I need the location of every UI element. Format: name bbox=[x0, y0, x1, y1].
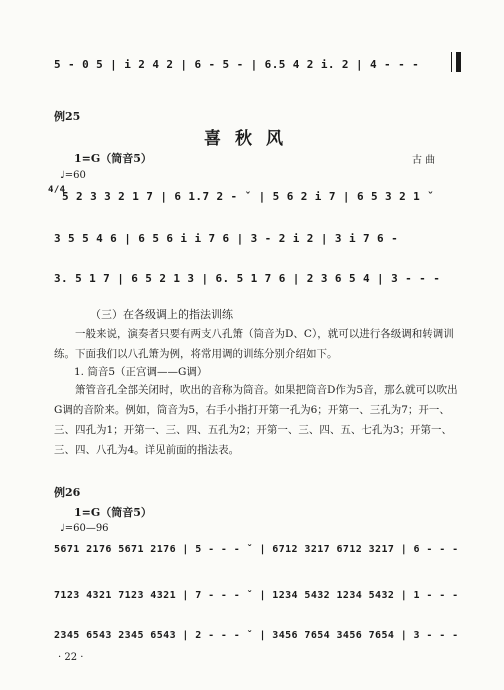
top-score-line: 5 - 0 5 | i 2 4 2 | 6 - 5 - | 6.5 4 2 i. 2 | 4 - - - bbox=[54, 58, 420, 71]
example-25-key: 1=G（筒音5） bbox=[74, 152, 152, 165]
example-25-label: 例25 bbox=[54, 110, 81, 123]
section-heading: （三）在各级调上的指法训练 bbox=[90, 308, 233, 321]
example-25-time-signature: 4/4 bbox=[48, 185, 66, 195]
example-25-line-3: 3. 5 1 7 | 6 5 2 1 3 | 6. 5 1 7 6 | 2 3 6 5 4 | 3 - - - bbox=[54, 272, 441, 285]
item-1-title: 1. 筒音5（正宫调——G调） bbox=[74, 366, 208, 378]
example-26-line-1: 5671 2176 5671 2176 | 5 - - - ˇ | 6712 3217 6712 3217 | 6 - - - bbox=[54, 544, 459, 555]
example-26-line-2: 7123 4321 7123 4321 | 7 - - - ˇ | 1234 5432 1234 5432 | 1 - - - bbox=[54, 590, 459, 601]
example-25-title: 喜秋风 bbox=[204, 129, 297, 149]
page-number: · 22 · bbox=[58, 652, 84, 663]
example-25-line-2: 3 5 5 4 6 | 6 5 6 i i 7 6 | 3 - 2 i 2 | 3 i 7 6 - bbox=[54, 232, 399, 245]
example-25-tempo: ♩=60 bbox=[60, 170, 86, 181]
example-26-key: 1=G（筒音5） bbox=[74, 506, 152, 519]
final-barline-thin bbox=[451, 52, 452, 72]
final-barline bbox=[456, 52, 461, 72]
section-paragraph-1: 一般来说，演奏者只要有两支八孔箫（筒音为D、C），就可以进行各级调和转调训练。下面我们以八孔箫为例，将常用调的训练分别介绍如下。 bbox=[54, 328, 454, 360]
example-25-line-1: 5 2 3 3 2 1 7 | 6 1.7 2 - ˇ | 5 6 2 i 7 | 6 5 3 2 1 ˇ bbox=[62, 190, 435, 203]
example-26-line-3: 2345 6543 2345 6543 | 2 - - - ˇ | 3456 7654 3456 7654 | 3 - - - bbox=[54, 630, 459, 641]
example-25-source: 古 曲 bbox=[412, 155, 436, 166]
example-26-label: 例26 bbox=[54, 486, 81, 499]
item-1-body: 箫管音孔全部关闭时，吹出的音称为筒音。如果把筒音D作为5音，那么就可以吹出G调的音阶来。例如，筒音为5，右手小指打开第一孔为6；开第一、三孔为7；开一、三、四孔为1；开第一、三、四、五孔为2；开第一、三、四、五、七孔为3；开第一、三、四、八孔为4。详见前面的指法表。 bbox=[54, 384, 458, 456]
example-26-tempo: ♩=60—96 bbox=[60, 523, 109, 534]
